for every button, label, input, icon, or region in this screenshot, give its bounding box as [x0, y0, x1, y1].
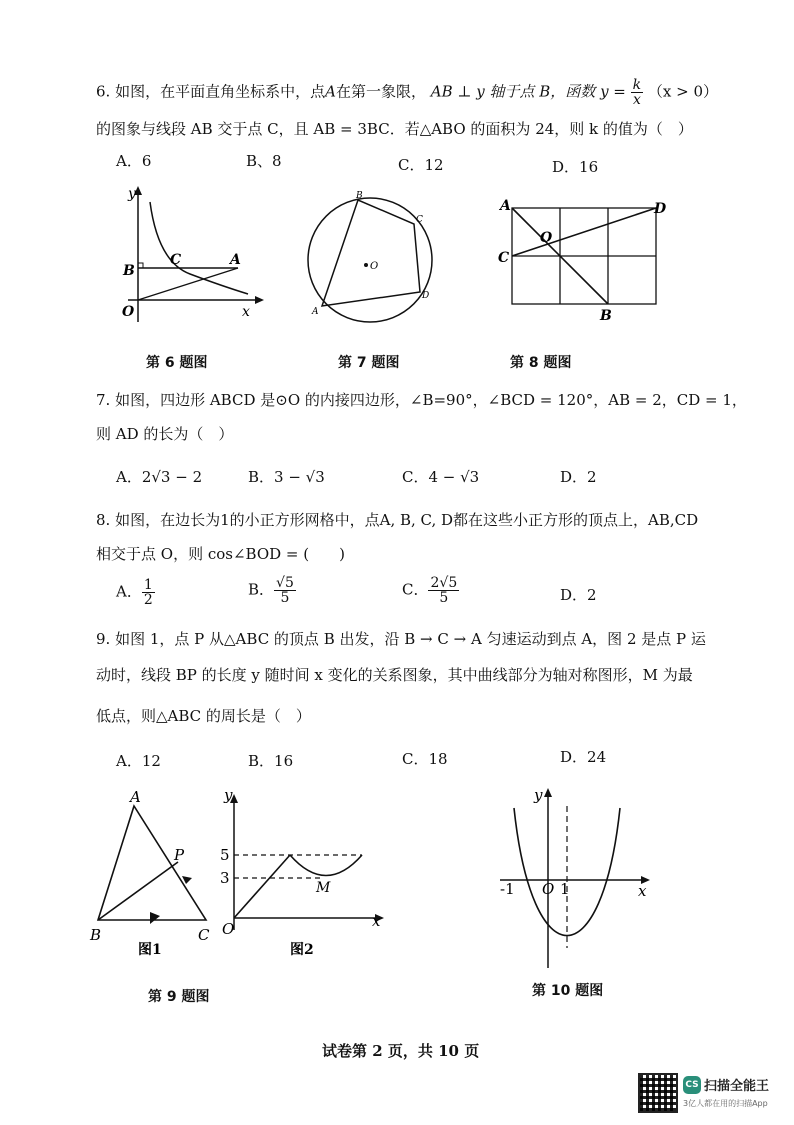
fig10-y-label: y: [534, 786, 543, 804]
fig8-d-label: D: [654, 201, 667, 217]
fig9-caption: 第 9 题图: [148, 989, 210, 1005]
q9-option-c: C．18: [402, 750, 448, 768]
q8-option-a-num: 1: [143, 577, 153, 593]
q8-option-c: [402, 576, 459, 605]
q6-fraction: [631, 78, 643, 107]
figure-8: [494, 196, 684, 326]
figure-10: [496, 778, 660, 974]
q9-option-a: A．12: [116, 752, 161, 770]
q6-line2: 的图象与线段 AB 交于点 C，且 AB = 3BC．若△ABO 的面积为 24，则 k 的值为（ ）: [96, 120, 693, 138]
page-footer: 试卷第 2 页，共 10 页: [322, 1042, 480, 1060]
fig8-caption: 第 8 题图: [510, 355, 572, 371]
q8-option-a: [116, 578, 155, 607]
q7-option-a: A．2√3 − 2: [116, 468, 203, 486]
fig7-c-label: C: [416, 215, 423, 225]
fig6-b-label: B: [123, 263, 135, 279]
fig9-1-a-label: A: [130, 788, 141, 806]
fig9-1-p-label: P: [174, 846, 185, 864]
q8-option-b: [248, 576, 296, 605]
fig9-2-five-label: 5: [220, 846, 230, 864]
fig9-2-caption: 图2: [290, 942, 314, 958]
fig10-caption: 第 10 题图: [532, 983, 604, 999]
fig8-c-label: C: [498, 250, 510, 266]
fig6-y-label: y: [128, 186, 136, 202]
fig6-caption: 第 6 题图: [146, 355, 208, 371]
q6-line1: [96, 78, 718, 107]
scanner-subtitle: 3亿人都在用的扫描App: [683, 1099, 768, 1108]
fig6-a-label: A: [230, 252, 241, 268]
fig9-1-caption: 图1: [138, 942, 162, 958]
q6-yeq: y =: [600, 82, 626, 101]
q7-option-b: B．3 − √3: [248, 468, 325, 486]
figure-6: [110, 182, 270, 332]
q9-line3: 低点，则△ABC 的周长是（ ）: [96, 707, 311, 725]
q6-point-a: A: [325, 82, 336, 101]
fig6-x-label: x: [242, 304, 250, 320]
q8-option-b-label: B．: [248, 580, 275, 599]
q8-option-b-den: 5: [280, 590, 290, 606]
fig7-o-label: O: [370, 261, 379, 272]
fig7-d-label: D: [422, 291, 430, 301]
q9-option-d: D．24: [560, 748, 607, 766]
cs-logo-icon: CS: [683, 1076, 701, 1094]
q6-cond: （x > 0）: [647, 82, 719, 101]
q6-option-a: A．6: [116, 152, 152, 170]
fig7-a-label: A: [312, 307, 319, 317]
fig10-neg1-label: -1: [500, 880, 515, 898]
q6-text-1b: 在第一象限，: [335, 82, 426, 101]
q6-option-b: B、8: [246, 152, 282, 170]
q8-option-d: D．2: [560, 586, 597, 604]
q7-line1: 7. 如图，四边形 ABCD 是⊙O 的内接四边形，∠B=90°，∠BCD = 120°，AB = 2，CD = 1，: [96, 391, 747, 409]
fig10-one-label: 1: [560, 880, 570, 898]
fig6-o-label: O: [122, 304, 135, 320]
q9-option-b: B．16: [248, 752, 294, 770]
fig9-1-b-label: B: [90, 926, 102, 944]
q8-option-c-num: 2√5: [430, 575, 458, 591]
scanner-title: 扫描全能王: [704, 1079, 770, 1094]
fig9-2-m-label: M: [316, 880, 331, 896]
fig9-2-three-label: 3: [220, 869, 230, 887]
q7-option-c: C．4 − √3: [402, 468, 480, 486]
q8-option-a-label: A．: [116, 582, 142, 601]
q6-option-c: C．12: [398, 156, 444, 174]
q8-line1: 8. 如图，在边长为1的小正方形网格中，点A, B, C, D都在这些小正方形的顶点上，AB,CD: [96, 511, 699, 529]
fig9-2-o-label: O: [222, 920, 235, 938]
q6-perp: AB ⊥ y 轴于点 B，函数: [430, 82, 596, 101]
fig9-2-y-label: y: [224, 786, 233, 804]
q8-option-a-den: 2: [143, 592, 153, 608]
figure-9-2: [216, 786, 396, 964]
q7-line2: 则 AD 的长为（ ）: [96, 425, 234, 443]
q6-frac-num: k: [632, 77, 642, 93]
figure-9-1: [86, 788, 220, 958]
fig8-o-label: O: [540, 230, 553, 246]
fig6-c-label: C: [170, 252, 182, 268]
q9-line2: 动时，线段 BP 的长度 y 随时间 x 变化的关系图象，其中曲线部分为轴对称图形，M 为最: [96, 666, 693, 684]
q8-option-c-den: 5: [439, 590, 449, 606]
q6-frac-den: x: [632, 92, 641, 108]
fig8-a-label: A: [500, 198, 511, 214]
q8-option-b-frac: [274, 576, 296, 605]
fig9-2-x-label: x: [372, 912, 381, 930]
figure-7: [300, 188, 440, 336]
q8-option-a-frac: [142, 578, 155, 607]
fig7-b-label: B: [356, 191, 363, 201]
fig9-1-c-label: C: [198, 926, 210, 944]
q8-option-c-frac: [428, 576, 459, 605]
qr-code-icon: [638, 1073, 678, 1113]
q8-option-b-num: √5: [276, 575, 294, 591]
q6-text-1a: 6. 如图，在平面直角坐标系中，点: [96, 82, 326, 101]
fig10-x-label: x: [638, 882, 647, 900]
q8-line2: 相交于点 O，则 cos∠BOD = ( ): [96, 545, 345, 563]
q6-option-d: D．16: [552, 158, 599, 176]
q8-option-c-label: C．: [402, 580, 429, 599]
fig7-caption: 第 7 题图: [338, 355, 400, 371]
q7-option-d: D．2: [560, 468, 597, 486]
fig8-b-label: B: [600, 308, 612, 324]
fig10-o-label: O: [542, 880, 555, 898]
q9-line1: 9. 如图 1，点 P 从△ABC 的顶点 B 出发，沿 B → C → A 匀速运动到点 A，图 2 是点 P 运: [96, 630, 706, 648]
